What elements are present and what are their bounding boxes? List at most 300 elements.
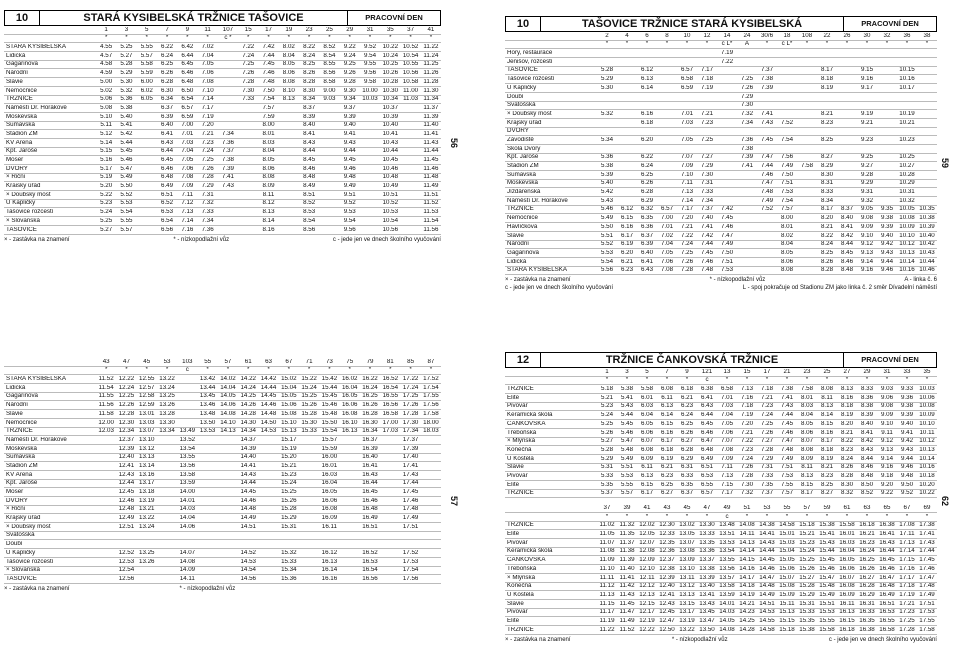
time-cell: 5.46 (600, 206, 614, 213)
time-cell: 7.43 (221, 183, 234, 190)
time-cell: 8.01 (262, 130, 275, 137)
time-cell: 5.53 (620, 472, 634, 479)
time-cell: 13.54 (179, 445, 196, 452)
time-cell: 6.44 (700, 412, 714, 419)
time-cell: 12.40 (118, 454, 135, 461)
time-cell (258, 498, 278, 504)
time-cell (340, 506, 360, 512)
stop-name: Keramická škola (507, 548, 553, 555)
time-cell (877, 163, 897, 169)
time-cell: 13.24 (139, 523, 155, 530)
time-cell (857, 59, 877, 65)
time-cell: 9.45 (343, 157, 356, 164)
stop-name: Slavie (6, 78, 23, 85)
time-cell: 61 (843, 505, 851, 512)
time-cell (897, 50, 917, 56)
time-cell: 5.30 (600, 84, 614, 91)
time-cell: 15.21 (799, 531, 815, 538)
time-cell: 11.30 (423, 87, 439, 94)
time-cell (218, 44, 238, 50)
time-cell: 10.22 (382, 44, 399, 51)
time-cell (797, 215, 817, 221)
time-cell (917, 137, 937, 143)
time-cell: 12.39 (659, 574, 675, 581)
time-cell: 55 (783, 505, 791, 512)
time-cell: 61 (244, 358, 252, 365)
table-row (505, 258, 937, 267)
time-cell: 5.58 (140, 61, 153, 68)
time-cell: 6.31 (680, 464, 694, 471)
time-cell: 13.51 (719, 531, 735, 538)
time-cell: 7.26 (680, 258, 694, 265)
time-cell: 12.03 (98, 428, 114, 435)
time-cell (218, 192, 238, 198)
time-cell: 13.22 (159, 376, 175, 383)
route-title: STARÁ KYSIBELSKÁ TRŽNICE TAŠOVICE (83, 11, 304, 24)
table-row (505, 119, 937, 128)
time-cell: 7.31 (700, 180, 714, 187)
time-cell: 14.25 (739, 617, 755, 624)
time-cell: * (765, 41, 769, 48)
time-cell: 7.26 (201, 165, 214, 172)
time-cell (360, 105, 380, 111)
time-cell: 8.56 (323, 70, 336, 77)
time-cell (340, 480, 360, 486)
time-cell: 16.38 (879, 522, 895, 529)
time-cell: 8.01 (780, 223, 794, 230)
time-cell: 8.06 (800, 429, 814, 436)
time-cell (96, 498, 116, 504)
time-cell (279, 200, 299, 206)
time-cell: 5.53 (600, 249, 614, 256)
time-cell: 7.59 (262, 113, 275, 120)
time-cell: 7.30 (740, 102, 754, 109)
time-cell: 11.52 (98, 376, 114, 383)
time-cell (157, 559, 177, 565)
time-cell: 14.06 (220, 402, 236, 409)
stop-name: Elite (507, 531, 520, 538)
time-cell: 9.40 (880, 232, 894, 239)
time-cell: 16.37 (362, 436, 378, 443)
time-cell (777, 111, 797, 117)
time-cell: 8.05 (780, 249, 794, 256)
time-cell (837, 172, 857, 178)
time-cell: 9.44 (900, 455, 914, 462)
table-row (505, 110, 937, 119)
time-cell: 10.43 (382, 139, 399, 146)
time-cell (238, 227, 258, 233)
time-cell: * (765, 377, 769, 384)
time-cell: 7.49 (760, 197, 774, 204)
time-cell: 6.00 (140, 78, 153, 85)
time-cell: 12.28 (118, 410, 135, 417)
time-cell: 17.28 (899, 626, 915, 633)
time-cell: 5.29 (600, 455, 614, 462)
time-cell: 9.16 (860, 76, 874, 83)
time-cell: 6.32 (640, 206, 654, 213)
time-cell: 5.17 (100, 165, 113, 172)
stop-name: Národní (6, 70, 29, 77)
time-cell (797, 85, 817, 91)
time-cell: 8.24 (840, 455, 854, 462)
time-cell (421, 506, 441, 512)
stop-name: Závodiště (507, 136, 534, 143)
time-cell (279, 140, 299, 146)
legend-school-days: c - jede jen ve dnech školního vyučování (505, 285, 614, 292)
time-cell: 8.26 (840, 464, 854, 471)
stop-name: U Kapličky (6, 549, 36, 556)
time-cell: 107 (222, 26, 234, 33)
time-cell (340, 550, 360, 556)
time-cell: 12.53 (118, 558, 135, 565)
table-row (505, 128, 937, 137)
time-cell: 5.49 (120, 174, 133, 181)
time-cell: 59 (823, 505, 831, 512)
time-cell (917, 94, 937, 100)
time-cell: 7.21 (201, 130, 214, 137)
time-cell: 35 (386, 26, 394, 33)
time-cell: 9.48 (900, 472, 914, 479)
time-cell: 14.52 (240, 549, 256, 556)
time-cell: 8.25 (820, 249, 834, 256)
time-cell: 10.58 (402, 78, 419, 85)
time-cell: 12.54 (118, 567, 135, 574)
time-cell: 6.36 (640, 223, 654, 230)
time-cell: 8.33 (860, 386, 874, 393)
time-cell: 11.09 (599, 557, 615, 564)
time-cell: 15.33 (301, 428, 317, 435)
time-cell: 7.27 (760, 438, 774, 445)
time-cell: 16.07 (839, 574, 855, 581)
time-cell: * (705, 41, 709, 48)
time-cell (657, 198, 677, 204)
stop-name: × Rični (6, 506, 26, 513)
time-cell: 17.37 (402, 436, 419, 443)
time-cell: 9.52 (900, 490, 914, 497)
time-cell: 17.21 (899, 600, 915, 607)
time-cell: 7.45 (780, 420, 794, 427)
time-cell (617, 85, 637, 91)
time-cell (917, 102, 937, 108)
time-cell: 11.24 (423, 52, 439, 59)
time-cell: 13.13 (139, 454, 155, 461)
time-cell: 12.09 (639, 557, 655, 564)
time-cell: 8.41 (860, 429, 874, 436)
time-cell: 11.47 (619, 609, 635, 616)
stop-name: ČANKOVSKÁ (507, 420, 546, 427)
time-cell: 9.17 (860, 84, 874, 91)
time-cell: 7.22 (740, 438, 754, 445)
time-cell (340, 463, 360, 469)
time-cell (380, 506, 400, 512)
time-cell (797, 154, 817, 160)
time-cell (96, 437, 116, 443)
time-cell (717, 146, 737, 152)
table-row (4, 104, 441, 113)
time-cell: 8.01 (800, 394, 814, 401)
time-cell (797, 137, 817, 143)
time-cell: 10.29 (899, 180, 915, 187)
timetable-line10-inbound (505, 16, 937, 291)
table-row (505, 206, 937, 215)
stop-name: TRŽNICE (507, 386, 534, 393)
time-cell: 9.53 (343, 209, 356, 216)
time-cell: 13.30 (699, 522, 715, 529)
time-cell (340, 515, 360, 521)
time-cell (797, 172, 817, 178)
time-cell: 10.43 (919, 249, 935, 256)
time-cell: 12.05 (639, 531, 655, 538)
stop-name: TRŽNICE (6, 428, 33, 435)
time-cell: 16.05 (321, 489, 338, 496)
time-cell: 14.53 (240, 558, 256, 565)
time-cell: 12.44 (118, 480, 135, 487)
time-cell: 1 (605, 368, 609, 375)
time-cell (797, 180, 817, 186)
time-cell: 7.19 (740, 412, 754, 419)
time-cell: 16.39 (362, 445, 378, 452)
time-cell: * (925, 377, 929, 384)
time-cell (319, 209, 339, 215)
time-cell: 6.23 (620, 267, 634, 274)
time-cell: * (409, 367, 412, 374)
time-cell: 12.12 (639, 583, 655, 590)
time-cell: 7.13 (740, 386, 754, 393)
time-cell (757, 241, 777, 247)
time-cell (319, 148, 339, 154)
time-cell: 7.50 (780, 171, 794, 178)
time-cell: 7.17 (700, 67, 714, 74)
time-cell: 7.30 (700, 171, 714, 178)
time-cell: 14.07 (179, 549, 196, 556)
time-cell: 7.14 (201, 96, 214, 103)
time-cell: 8.31 (820, 180, 834, 187)
stop-name: × Doubský most (6, 191, 51, 198)
time-cell: 8.50 (860, 481, 874, 488)
stop-name: STARÁ KYSIBELSKÁ (6, 44, 67, 51)
time-cell (279, 192, 299, 198)
time-cell: 9.39 (900, 412, 914, 419)
time-cell: 8.00 (262, 122, 275, 129)
time-cell: 14.37 (240, 436, 256, 443)
time-cell: 27 (843, 368, 851, 375)
time-cell: 7.00 (660, 215, 674, 222)
time-cell (657, 172, 677, 178)
table-row (505, 464, 937, 473)
time-cell: 15.13 (779, 609, 795, 616)
time-cell: 9.20 (880, 481, 894, 488)
time-cell: 14.41 (240, 462, 256, 469)
time-cell: 5.52 (120, 191, 133, 198)
time-cell: 8.40 (840, 215, 854, 222)
time-cell: 14.28 (739, 626, 755, 633)
time-cell: 9 (185, 26, 190, 33)
stop-name: Moskevská (6, 445, 37, 452)
time-cell: 13.07 (139, 428, 155, 435)
time-cell: 12.15 (639, 600, 655, 607)
time-cell: 6.51 (700, 464, 714, 471)
time-cell: 8.28 (840, 472, 854, 479)
time-cell: 13.28 (159, 410, 175, 417)
time-cell: 4.55 (100, 44, 113, 51)
time-cell: 7.41 (700, 223, 714, 230)
time-cell (258, 463, 278, 469)
time-cell (897, 94, 917, 100)
page-number: 62 (940, 495, 951, 507)
table-row (505, 145, 937, 154)
time-cell: 14.08 (739, 522, 755, 529)
time-cell: 6.24 (640, 163, 654, 170)
time-cell (657, 76, 677, 82)
time-cell: * (645, 377, 649, 384)
legend (4, 586, 441, 592)
stop-name: TRŽNICE (507, 490, 534, 497)
stop-name: Náměstí Dr. Horákové (6, 104, 67, 111)
time-cell (218, 114, 238, 120)
time-cell: 16.41 (362, 462, 378, 469)
time-cell: * (865, 41, 869, 48)
time-cell: 10.45 (382, 157, 399, 164)
time-cell: 6 (645, 32, 649, 39)
time-cell: 7.10 (680, 171, 694, 178)
time-cell: 7.25 (740, 76, 754, 83)
time-cell: 12.02 (639, 522, 655, 529)
time-cell: * (145, 35, 148, 42)
time-cell (837, 198, 857, 204)
table-row (4, 96, 441, 105)
time-cell: 16.01 (839, 531, 855, 538)
time-cell (279, 148, 299, 154)
table-row (4, 419, 441, 428)
time-cell (737, 259, 757, 265)
time-cell: 11.25 (423, 61, 439, 68)
time-cell: 11.28 (423, 78, 439, 85)
time-cell: 16.54 (362, 567, 378, 574)
time-cell: 9.10 (860, 232, 874, 239)
time-cell (238, 218, 258, 224)
time-cell: 10.38 (919, 215, 935, 222)
time-cell: 7.05 (201, 61, 214, 68)
time-cell: 7.00 (181, 122, 194, 129)
time-cell: 8.48 (840, 267, 854, 274)
time-cell (737, 59, 757, 65)
time-cell: 10.03 (362, 96, 378, 103)
time-cell: 7.35 (760, 481, 774, 488)
time-cell (717, 180, 737, 186)
time-cell: 7.58 (800, 163, 814, 170)
time-cell: 6.25 (161, 61, 174, 68)
time-cell (637, 94, 657, 100)
time-cell: 30 (863, 32, 871, 39)
time-cell: 8.46 (303, 165, 316, 172)
time-cell: 15.18 (799, 522, 815, 529)
time-cell (717, 76, 737, 82)
time-cell: 7.04 (660, 241, 674, 248)
time-cell: 8.26 (820, 258, 834, 265)
time-cell (157, 515, 177, 521)
time-cell: 9.12 (880, 438, 894, 445)
time-cell: 12.25 (118, 393, 135, 400)
time-cell: 10 (683, 32, 691, 39)
time-cell: 17.45 (919, 557, 935, 564)
time-cell: 7.44 (700, 241, 714, 248)
time-cell: 15.51 (819, 600, 835, 607)
time-cell: 12.58 (139, 393, 155, 400)
time-cell: 16.29 (859, 591, 875, 598)
time-cell: 7.15 (720, 481, 734, 488)
legend-request-stop: × - zastávka na znamení (4, 236, 70, 243)
time-cell (258, 515, 278, 521)
time-cell: 16.30 (362, 419, 378, 426)
time-cell: 11.49 (619, 617, 635, 624)
time-cell: 9.13 (880, 446, 894, 453)
time-cell: 7.01 (720, 394, 734, 401)
time-cell: 11.42 (619, 583, 635, 590)
time-cell: 6.28 (161, 78, 174, 85)
time-cell (877, 76, 897, 82)
time-cell: 7.51 (720, 258, 734, 265)
table-row (505, 267, 937, 276)
time-cell: 15.38 (799, 626, 815, 633)
time-cell: 7.09 (720, 455, 734, 462)
time-cell: 63 (265, 358, 272, 365)
time-cell: 13.13 (679, 591, 695, 598)
time-cell: 14.05 (220, 393, 236, 400)
time-cell: 6.20 (640, 136, 654, 143)
time-cell: 5.40 (120, 113, 133, 120)
time-cell: 12.50 (659, 626, 675, 633)
timetable-line10-outbound (4, 10, 441, 243)
time-cell: 23 (803, 368, 811, 375)
time-cell (218, 96, 238, 102)
time-cell: 9.32 (860, 197, 874, 204)
time-cell: 7.21 (680, 223, 694, 230)
stop-name: × Mlýnská (507, 574, 536, 581)
time-cell (319, 105, 339, 111)
time-cell: 29 (346, 26, 354, 33)
time-cell: 7.20 (201, 122, 214, 129)
table-row (505, 197, 937, 206)
legend-low-floor: * - nízkopodlažní vůz (709, 277, 766, 284)
time-cell: 29 (863, 368, 871, 375)
time-cell: 17.08 (899, 522, 915, 529)
time-cell: 5.53 (120, 200, 133, 207)
time-cell: 10.39 (382, 113, 399, 120)
time-cell: 9.42 (900, 438, 914, 445)
time-cell: 16.18 (839, 626, 855, 633)
time-cell: 8.05 (262, 157, 275, 164)
time-cell (797, 59, 817, 65)
time-cell: 6.15 (620, 215, 634, 222)
time-cell (96, 480, 116, 486)
time-cell: 10.26 (382, 70, 399, 77)
time-cell (857, 102, 877, 108)
time-cell: 14.49 (759, 591, 775, 598)
time-cell: 8.44 (860, 455, 874, 462)
time-cell: 13.02 (679, 522, 695, 529)
time-cell: 8.41 (840, 223, 854, 230)
time-cell: 12.30 (659, 522, 675, 529)
legend (505, 637, 937, 643)
time-cell: 5.29 (600, 76, 614, 83)
time-cell: 5.28 (600, 446, 614, 453)
time-cell: 7.11 (681, 180, 693, 187)
time-cell: 6.17 (640, 490, 654, 497)
stop-name: Slavie (507, 464, 524, 471)
time-cell: 7.45 (262, 61, 275, 68)
time-cell (319, 166, 339, 172)
time-cell: 13.12 (679, 583, 695, 590)
